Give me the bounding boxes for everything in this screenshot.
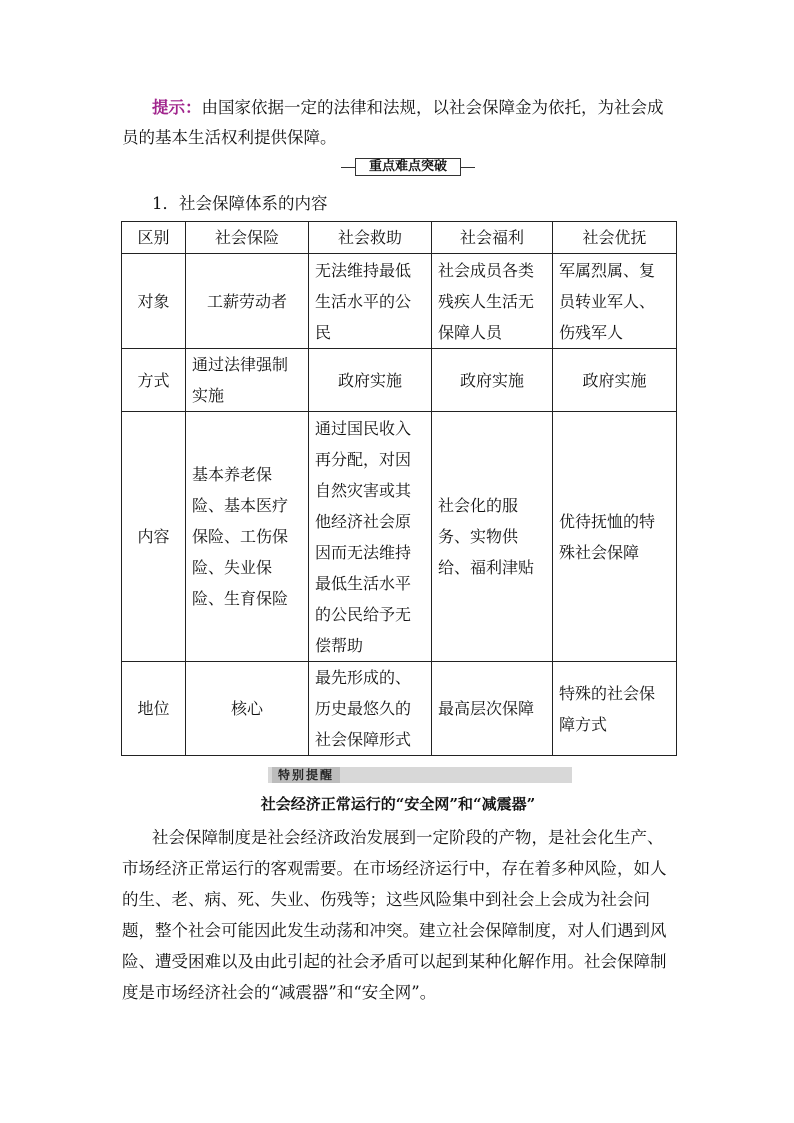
table-row xyxy=(122,349,677,412)
table-cell: 政府实施 xyxy=(432,349,553,412)
table-cell: 军属烈属、复员转业军人、伤残军人 xyxy=(553,254,677,349)
table-cell: 社会化的服务、实物供给、福利津贴 xyxy=(432,412,553,662)
table-cell: 政府实施 xyxy=(553,349,677,412)
hint-paragraph xyxy=(122,93,674,153)
table-row xyxy=(122,254,677,349)
special-note-banner xyxy=(268,767,572,783)
table-cell: 社会成员各类残疾人生活无保障人员 xyxy=(432,254,553,349)
special-note-tag: 特别提醒 xyxy=(272,767,340,783)
table-header-cell: 社会保险 xyxy=(186,222,309,254)
row-label: 地位 xyxy=(122,662,186,756)
table-row xyxy=(122,662,677,756)
hint-text: 由国家依据一定的法律和法规，以社会保障金为依托，为社会成员的基本生活权利提供保障。 xyxy=(122,98,664,147)
hint-label: 提示： xyxy=(152,98,202,117)
table-cell: 通过国民收入再分配，对因自然灾害或其他经济社会原因而无法维持最低生活水平的公民给予无偿帮助 xyxy=(309,412,432,662)
special-note-body: 社会保障制度是社会经济政治发展到一定阶段的产物，是社会化生产、市场经济正常运行的客观需要。在市场经济运行中，存在着多种风险，如人的生、老、病、死、失业、伤残等；这些风险集中到社会上会成为社会问题，整个社会可能因此发生动荡和冲突。建立社会保障制度，对人们遇到风险、遭受困难以及由此引起的社会矛盾可以起到某种化解作用。社会保障制度是市场经济社会的“减震器”和“安全网”。 xyxy=(122,828,667,1002)
table-header-row xyxy=(122,222,677,254)
table-header-cell: 社会优抚 xyxy=(553,222,677,254)
social-security-table xyxy=(121,221,677,756)
table-row xyxy=(122,412,677,662)
table-cell: 最高层次保障 xyxy=(432,662,553,756)
table-cell: 政府实施 xyxy=(309,349,432,412)
table-cell: 核心 xyxy=(186,662,309,756)
section-banner xyxy=(341,158,475,176)
table-header-cell: 社会救助 xyxy=(309,222,432,254)
table-cell: 优待抚恤的特殊社会保障 xyxy=(553,412,677,662)
row-label: 方式 xyxy=(122,349,186,412)
table-cell: 工薪劳动者 xyxy=(186,254,309,349)
table-cell: 特殊的社会保障方式 xyxy=(553,662,677,756)
row-label: 内容 xyxy=(122,412,186,662)
table-header-cell: 社会福利 xyxy=(432,222,553,254)
section-banner-label: 重点难点突破 xyxy=(355,158,461,176)
table-cell: 最先形成的、历史最悠久的社会保障形式 xyxy=(309,662,432,756)
table-cell: 无法维持最低生活水平的公民 xyxy=(309,254,432,349)
table-cell: 基本养老保险、基本医疗保险、工伤保险、失业保险、生育保险 xyxy=(186,412,309,662)
row-label: 对象 xyxy=(122,254,186,349)
section-heading: 1．社会保障体系的内容 xyxy=(152,194,328,213)
table-header-cell: 区别 xyxy=(122,222,186,254)
special-note-title: 社会经济正常运行的“安全网”和“减震器” xyxy=(260,795,536,813)
table-cell: 通过法律强制实施 xyxy=(186,349,309,412)
